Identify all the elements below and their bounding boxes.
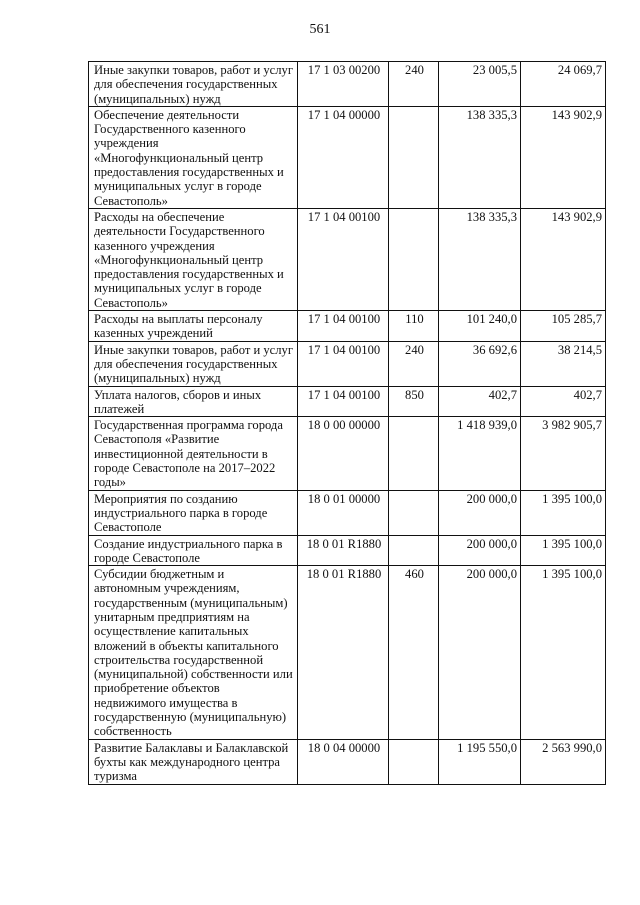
row-sum-1: 1 418 939,0 [439, 417, 521, 490]
row-expense-type: 110 [389, 311, 439, 342]
row-sum-2: 1 395 100,0 [521, 490, 606, 535]
table-row [89, 490, 606, 535]
row-name: Уплата налогов, сборов и иных платежей [89, 386, 298, 417]
row-sum-2: 38 214,5 [521, 341, 606, 386]
row-name: Иные закупки товаров, работ и услуг для обеспечения государственных (муниципальных) нужд [89, 341, 298, 386]
row-code: 17 1 04 00100 [298, 208, 389, 310]
table-row [89, 535, 606, 566]
row-sum-2: 1 395 100,0 [521, 535, 606, 566]
row-expense-type [389, 208, 439, 310]
row-name: Иные закупки товаров, работ и услуг для обеспечения государственных (муниципальных) нужд [89, 62, 298, 107]
row-sum-2: 24 069,7 [521, 62, 606, 107]
row-sum-1: 200 000,0 [439, 490, 521, 535]
table-row [89, 566, 606, 740]
row-sum-1: 200 000,0 [439, 566, 521, 740]
row-expense-type [389, 535, 439, 566]
table-row [89, 417, 606, 490]
row-code: 18 0 04 00000 [298, 739, 389, 784]
row-sum-1: 138 335,3 [439, 208, 521, 310]
row-sum-2: 2 563 990,0 [521, 739, 606, 784]
table-row [89, 386, 606, 417]
table-row [89, 341, 606, 386]
table-row [89, 106, 606, 208]
row-sum-1: 23 005,5 [439, 62, 521, 107]
row-name: Государственная программа города Севастополя «Развитие инвестиционной деятельности в городе Севастополе на 2017–2022 годы» [89, 417, 298, 490]
row-sum-2: 105 285,7 [521, 311, 606, 342]
row-expense-type [389, 490, 439, 535]
row-sum-1: 200 000,0 [439, 535, 521, 566]
row-expense-type [389, 417, 439, 490]
row-sum-2: 143 902,9 [521, 208, 606, 310]
row-code: 17 1 04 00100 [298, 386, 389, 417]
row-code: 18 0 01 R1880 [298, 566, 389, 740]
row-expense-type: 460 [389, 566, 439, 740]
row-sum-1: 402,7 [439, 386, 521, 417]
table-row [89, 62, 606, 107]
row-sum-2: 1 395 100,0 [521, 566, 606, 740]
budget-table [88, 61, 606, 785]
row-expense-type [389, 106, 439, 208]
page-number: 561 [309, 22, 331, 37]
row-expense-type [389, 739, 439, 784]
row-sum-2: 3 982 905,7 [521, 417, 606, 490]
row-code: 17 1 04 00000 [298, 106, 389, 208]
row-sum-2: 402,7 [521, 386, 606, 417]
row-name: Расходы на выплаты персоналу казенных учреждений [89, 311, 298, 342]
row-name: Субсидии бюджетным и автономным учреждениям, государственным (муниципальным) унитарным предприятиям на осуществление капитальных вложений в объекты капитального строительства государственной (муниципальной) собственности или приобретение объектов недвижимого имущества в государственную (муниципальную) собственность [89, 566, 298, 740]
row-name: Развитие Балаклавы и Балаклавской бухты как международного центра туризма [89, 739, 298, 784]
row-code: 17 1 04 00100 [298, 341, 389, 386]
row-expense-type: 240 [389, 62, 439, 107]
row-sum-1: 1 195 550,0 [439, 739, 521, 784]
row-name: Мероприятия по созданию индустриального парка в городе Севастополе [89, 490, 298, 535]
row-name: Создание индустриального парка в городе Севастополе [89, 535, 298, 566]
row-sum-2: 143 902,9 [521, 106, 606, 208]
row-name: Расходы на обеспечение деятельности Государственного казенного учреждения «Многофункциональный центр предоставления государственных и муниципальных услуг в городе Севастополь» [89, 208, 298, 310]
row-code: 17 1 04 00100 [298, 311, 389, 342]
row-expense-type: 850 [389, 386, 439, 417]
row-code: 17 1 03 00200 [298, 62, 389, 107]
row-expense-type: 240 [389, 341, 439, 386]
row-sum-1: 101 240,0 [439, 311, 521, 342]
row-code: 18 0 01 R1880 [298, 535, 389, 566]
table-row [89, 208, 606, 310]
table-row [89, 739, 606, 784]
row-sum-1: 138 335,3 [439, 106, 521, 208]
row-name: Обеспечение деятельности Государственного казенного учреждения «Многофункциональный центр предоставления государственных и муниципальных услуг в городе Севастополь» [89, 106, 298, 208]
table-row [89, 311, 606, 342]
row-code: 18 0 01 00000 [298, 490, 389, 535]
row-code: 18 0 00 00000 [298, 417, 389, 490]
row-sum-1: 36 692,6 [439, 341, 521, 386]
